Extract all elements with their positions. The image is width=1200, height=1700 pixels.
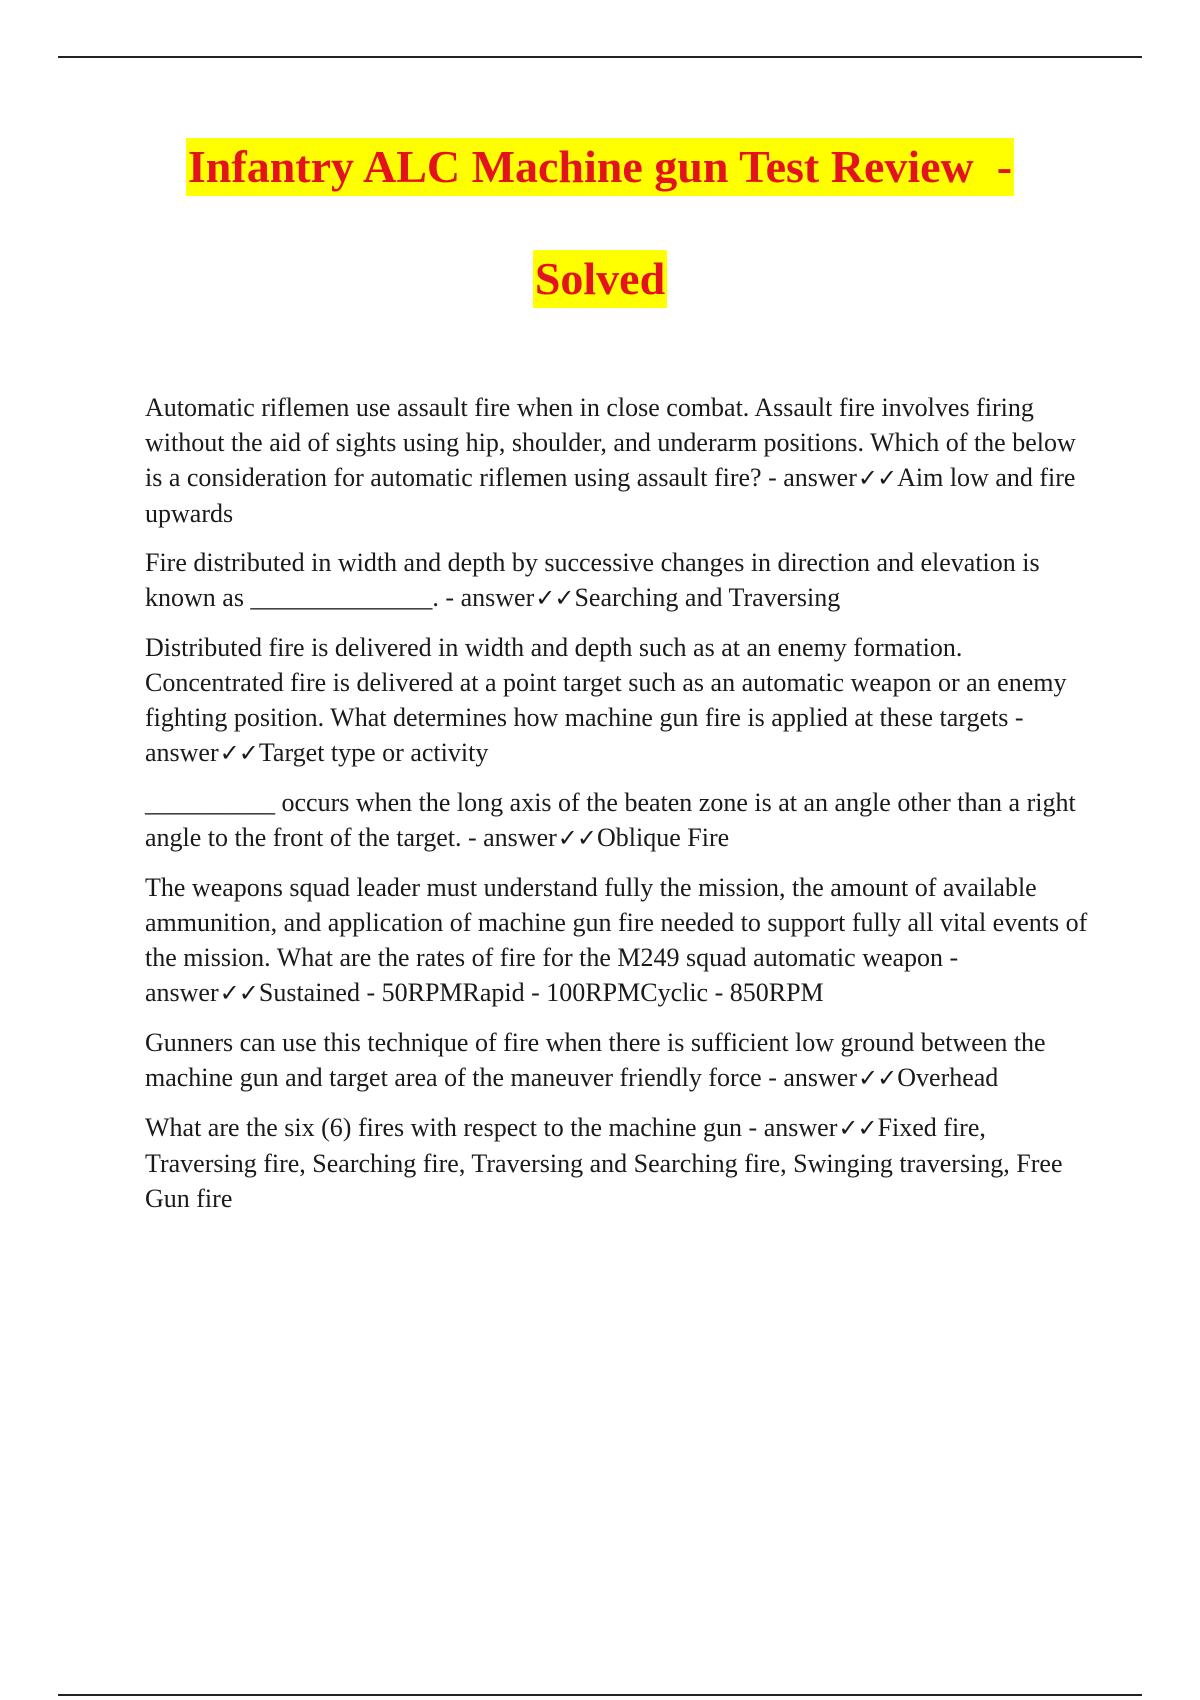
question-text: Distributed fire is delivered in width and depth such as at an enemy formation. Concentrated fire is delivered at a point target such as an automatic weapon or an enemy fighting position. What determines how machine gun fire is applied at these targets -	[145, 633, 1067, 732]
answer-text: Sustained - 50RPMRapid - 100RPMCyclic - 850RPM	[258, 978, 824, 1007]
double-check-icon: ✓✓	[838, 1114, 877, 1142]
double-check-icon: ✓✓	[219, 979, 258, 1007]
bottom-divider	[58, 1694, 1142, 1696]
answer-label: answer	[460, 583, 535, 612]
question-text: What are the six (6) fires with respect to the machine gun -	[145, 1113, 764, 1142]
answer-text: Fixed fire, Traversing fire, Searching fire, Traversing and Searching fire, Swinging traversing, Free Gun fire	[145, 1113, 1063, 1213]
answer-label: answer	[763, 1113, 838, 1142]
answer-text: Target type or activity	[258, 738, 489, 767]
qa-item	[145, 545, 1095, 616]
question-text: Automatic riflemen use assault fire when in close combat. Assault fire involves firing without the aid of sights using hip, shoulder, and underarm positions. Which of the below is a consideration for automatic riflemen using assault fire? -	[145, 393, 1076, 492]
question-text: Fire distributed in width and depth by successive changes in direction and elevation is known as ______________. -	[145, 548, 1040, 612]
double-check-icon: ✓✓	[219, 739, 258, 767]
question-text: __________ occurs when the long axis of the beaten zone is at an angle other than a right angle to the front of the target. -	[145, 788, 1076, 852]
double-check-icon: ✓✓	[535, 584, 574, 612]
double-check-icon: ✓✓	[858, 1064, 897, 1092]
double-check-icon: ✓✓	[557, 824, 596, 852]
answer-label: answer	[145, 978, 219, 1007]
qa-item	[145, 1110, 1095, 1216]
answer-label: answer	[783, 463, 857, 492]
answer-text: Overhead	[897, 1063, 999, 1092]
answer-text: Searching and Traversing	[574, 583, 841, 612]
answer-label: answer	[145, 738, 219, 767]
document-title	[0, 138, 1200, 308]
answer-label: answer	[783, 1063, 858, 1092]
title-line-1: Infantry ALC Machine gun Test Review -	[186, 138, 1014, 196]
answer-label: answer	[483, 823, 557, 852]
double-check-icon: ✓✓	[857, 464, 897, 492]
title-line-2: Solved	[533, 250, 667, 308]
answer-text: Oblique Fire	[597, 823, 730, 852]
question-text: The weapons squad leader must understand fully the mission, the amount of available ammunition, and application of machine gun fire needed to support fully all vital events of the mission. What are the rates of fire for the M249 squad automatic weapon -	[145, 873, 1088, 972]
qa-item	[145, 1025, 1095, 1096]
top-divider	[58, 56, 1142, 58]
qa-item	[145, 630, 1095, 771]
qa-item	[145, 870, 1095, 1011]
qa-item	[145, 390, 1095, 531]
qa-list	[145, 390, 1095, 1230]
answer-text: Aim low and fire upwards	[145, 463, 1076, 528]
qa-item	[145, 785, 1095, 856]
question-text: Gunners can use this technique of fire when there is sufficient low ground between the machine gun and target area of the maneuver friendly force -	[145, 1028, 1046, 1092]
